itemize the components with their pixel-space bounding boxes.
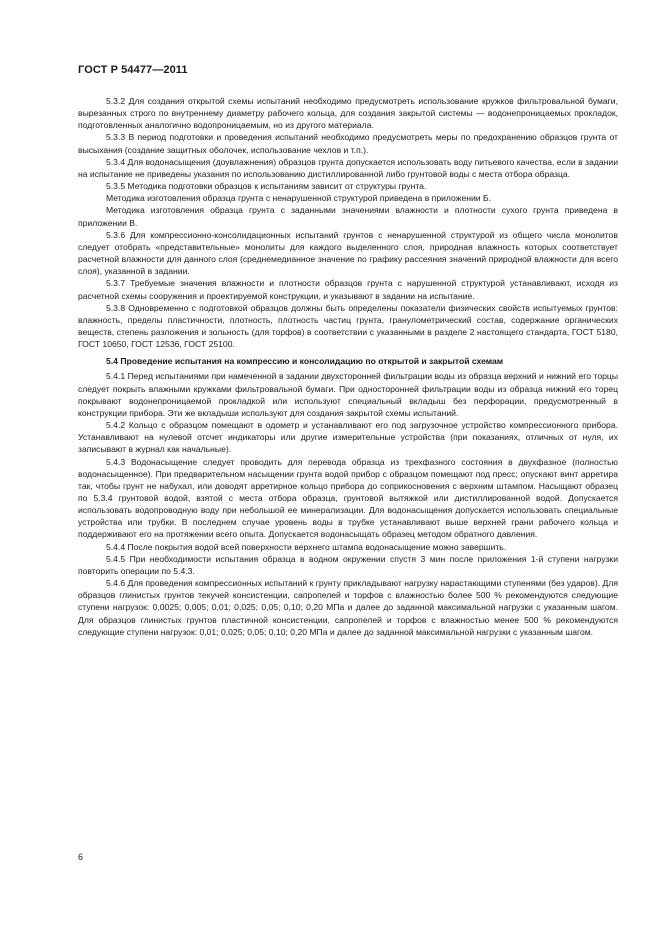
paragraph-5-3-4: 5.3.4 Для водонасыщения (доувлажнения) образцов грунта допускается использовать воду питьевого качества, если в задании на испытание не приведены указания по использованию дистиллированной либо грунтовой воды с места отбора образца. xyxy=(78,156,618,179)
paragraph-5-4-6: 5.4.6 Для проведения компрессионных испытаний к грунту прикладывают нагрузку нарастающими ступенями (без ударов). Для образцов глинистых грунтов текучей консистенции, сапропелей и торфов с влажностью более 500 % рекомендуются следующие ступени нагрузок: 0,0025; 0,005; 0,01; 0,025; 0,05; 0,10; 0,20 МПа и далее до заданной максимальной нагрузки с указанным шагом. Для образцов глинистых грунтов пластичной консистенции, сапропелей и торфов с влажностью менее 500 % рекомендуются следующие ступени нагрузок: 0,01; 0,025; 0,05; 0,10; 0,20 МПа и далее до заданной максимальной нагрузки с указанным шагом. xyxy=(78,578,618,637)
paragraph-5-4-2: 5.4.2 Кольцо с образцом помещают в одометр и устанавливают его под загрузочное устройство компрессионного прибора. Устанавливают на нулевой отсчет индикаторы или другие измерительные устройства (при показаниях, отличных от нуля, их записывают в журнал как начальные). xyxy=(78,420,618,455)
paragraph-5-4-1: 5.4.1 Перед испытаниями при намеченной в задании двухсторонней фильтрации воды из образца верхний и нижний его торцы следует покрыть влажными кружками фильтровальной бумаги. При односторонней фильтрации воды из образца нижний его торец покрывают водонепроницаемой прокладкой или используют специальный вкладыш без перфорации, предусмотренный в конструкции прибора. Эти же вкладыши используют для создания закрытой схемы испытаний. xyxy=(78,371,618,418)
paragraph-5-4-3: 5.4.3 Водонасыщение следует проводить для перевода образца из трехфазного состояния в двухфазное (полностью водонасыщенное). При предварительном насыщении грунта водой прибор с образцом помещают под пресс; опускают винт арретира так, чтобы грунт не набухал, или доводят арретирное кольцо прибора до соприкосновения с верхним штампом. Насыщают образец по 5.3.4 грунтовой водой, взятой с места отбора образца, грунтовой вытяжкой или дистиллированной водой. Допускается использовать водопроводную воду при небольшой ее минерализации. Для водонасыщения допускается использовать специальные устройства или трубки. В последнем случае уровень воды в трубке устанавливают выше верхней грани рабочего кольца и поддерживают его на протяжении всего опыта. Допускается водонасыщать образец методом обратного давления. xyxy=(78,456,618,540)
paragraph-5-3-6: 5.3.6 Для компрессионно-консолидационных испытаний грунтов с ненарушенной структурой из общего числа монолитов следует отобрать «представительные» монолиты для каждого выделенного слоя, природная влажность которых соответствует расчетной влажности для данного слоя (среднемедианное значение по графику рассеяния значений природной влажности для всего слоя), указанной в задании. xyxy=(78,229,618,277)
section-heading-5-4: 5.4 Проведение испытания на компрессию и консолидацию по открытой и закрытой схемам xyxy=(106,356,504,367)
paragraph-5-3-5: 5.3.5 Методика подготовки образцов к испытаниям зависит от структуры грунта. xyxy=(106,181,427,192)
paragraph-5-3-3: 5.3.3 В период подготовки и проведения испытаний необходимо предусмотреть меры по предохранению образцов грунта от высыхания (создание защитных оболочек, использование чехлов и т.п.). xyxy=(78,132,618,155)
paragraph-appendix-v: Методика изготовления образца грунта с заданными значениями влажности и плотности сухого грунта приведена в приложении В. xyxy=(78,205,618,228)
document-header: ГОСТ Р 54477—2011 xyxy=(78,64,188,76)
paragraph-appendix-b: Методика изготовления образца грунта с ненарушенной структурой приведена в приложении Б. xyxy=(106,193,491,204)
paragraph-5-3-7: 5.3.7 Требуемые значения влажности и плотности образцов грунта с нарушенной структурой устанавливают, исходя из расчетной схемы сооружения и проектируемой конструкции, и указывают в задании на испытание. xyxy=(78,278,618,301)
document-body xyxy=(78,95,618,638)
paragraph-5-3-8: 5.3.8 Одновременно с подготовкой образцов должны быть определены показатели физических свойств испытуемых грунтов: влажность, пределы пластичности, плотность, плотность частиц грунта, гранулометрический состав, содержание органических веществ, степень разложения и зольность (для торфов) в соответствии с указанными в разделе 2 настоящего стандарта, ГОСТ 5180, ГОСТ 10650, ГОСТ 12536, ГОСТ 25100. xyxy=(78,302,618,350)
paragraph-5-3-2: 5.3.2 Для создания открытой схемы испытаний необходимо предусмотреть использование кружков фильтровальной бумаги, вырезанных строго по внутреннему диаметру рабочего кольца, для создания закрытой системы — водонепроницаемых прокладок, подготовленных аналогично водопроницаемым, но из другого материала. xyxy=(78,96,618,131)
page-number: 6 xyxy=(78,852,84,862)
paragraph-5-4-5: 5.4.5 При необходимости испытания образца в водном окружении спустя 3 мин после приложения 1-й ступени нагрузки повторить операции по 5.4.3. xyxy=(78,553,618,576)
paragraph-5-4-4: 5.4.4 После покрытия водой всей поверхности верхнего штампа водонасыщение можно завершить. xyxy=(106,541,507,552)
